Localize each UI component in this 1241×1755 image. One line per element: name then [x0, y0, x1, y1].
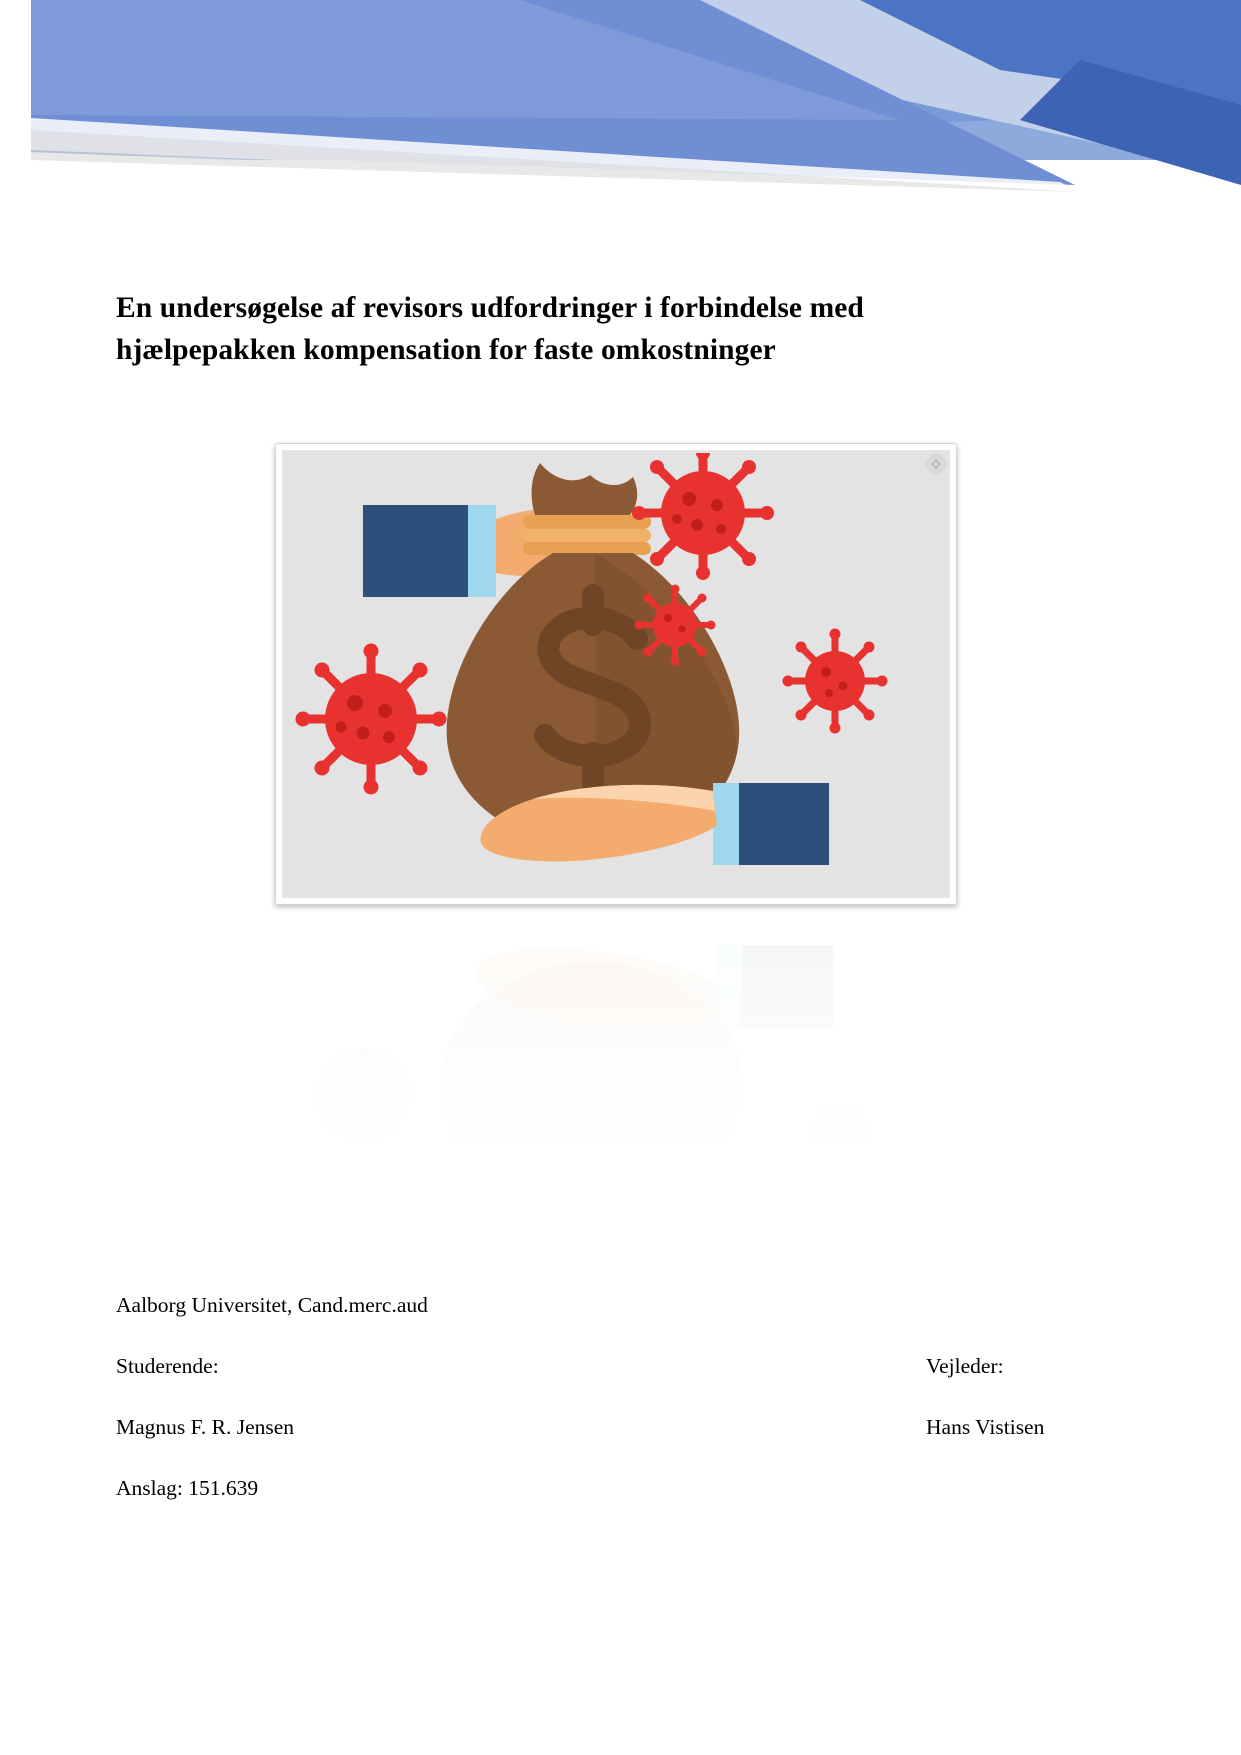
student-label: Studerende:: [116, 1354, 219, 1378]
virus-small-mid: [635, 585, 716, 666]
character-count-row: [116, 1478, 1126, 1539]
virus-left-large: [296, 644, 447, 795]
cover-figure: [275, 443, 955, 1199]
banner-graphic: [0, 0, 1241, 230]
page-title: En undersøgelse af revisors udfordringer i forbindelse med hjælpepakken kompensation for faste omkostninger: [116, 292, 864, 366]
virus-large-right: [632, 453, 774, 580]
page-header-banner: [0, 0, 1241, 230]
reflection-fade: [275, 909, 955, 1199]
supervisor-name: Hans Vistisen: [926, 1415, 1045, 1439]
virus-right-small: [783, 629, 888, 734]
title-block: [116, 288, 1016, 372]
names-row: [116, 1417, 1126, 1478]
figure-reflection: [275, 909, 955, 1199]
supervisor-label: Vejleder:: [926, 1354, 1004, 1378]
institution-text: Aalborg Universitet, Cand.merc.aud: [116, 1293, 428, 1317]
character-count: Anslag: 151.639: [116, 1476, 259, 1500]
figure-frame: [275, 443, 957, 905]
roles-row: [116, 1356, 1126, 1417]
institution-row: [116, 1295, 1126, 1356]
picture-corner-icon: ◇: [926, 454, 946, 474]
cover-metadata: [116, 1295, 1126, 1539]
figure-image: [285, 453, 947, 895]
money-bag-illustration: [285, 453, 947, 895]
student-name: Magnus F. R. Jensen: [116, 1415, 295, 1439]
